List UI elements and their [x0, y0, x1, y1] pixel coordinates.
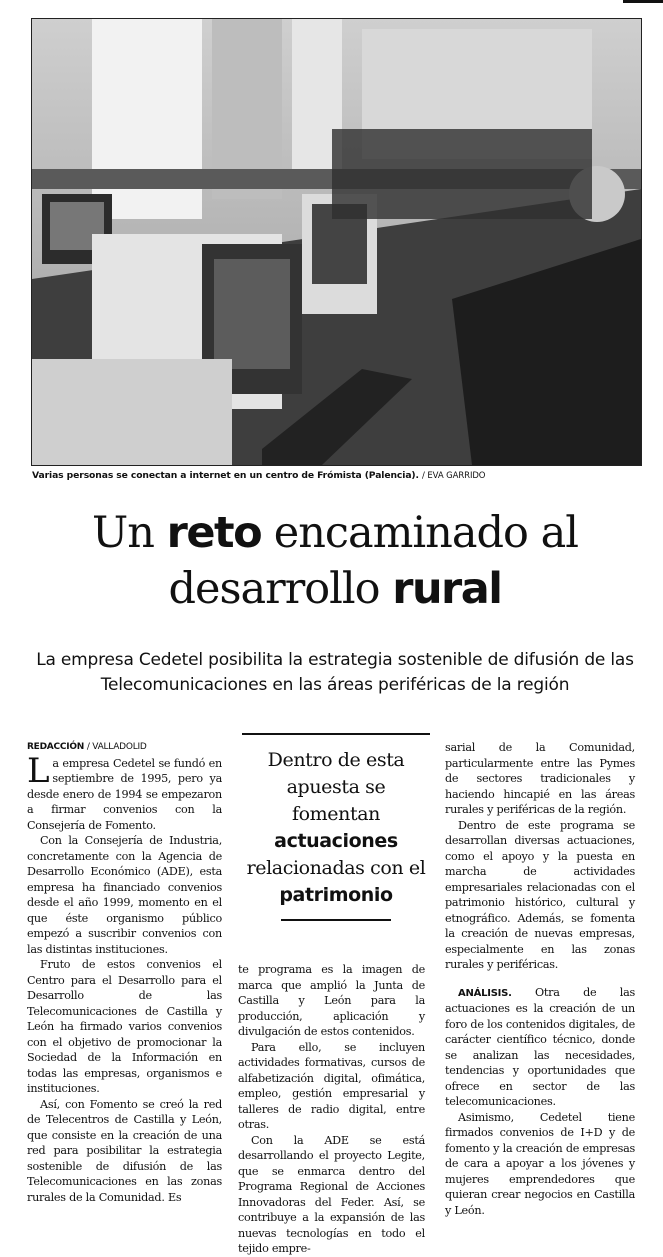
photo-caption	[32, 470, 642, 481]
subheadline: La empresa Cedetel posibilita la estrategia sostenible de difusión de las Telecomunicaciones en las áreas periféricas de la región	[36, 650, 634, 695]
paragraph	[27, 750, 222, 834]
article-column-2	[238, 962, 425, 1257]
paragraph: Con la Consejería de Industria, concretamente con la Agencia de Desarrollo Económico (ADE), esta empresa ha financiado convenios desde el año 1999, momento en el que éste organismo público empezó a suscribir convenios con las distintas instituciones.	[27, 834, 222, 956]
section-label: ANÁLISIS.	[458, 987, 512, 999]
pull-quote-text-2: relacionadas con el	[246, 857, 426, 879]
paragraph: Asimismo, Cedetel tiene firmados convenios de I+D y de fomento y la creación de empresas de cara a apoyar a los jóvenes y mujeres emprendedores que quieran crear negocios en Castilla y León.	[445, 1110, 635, 1217]
photo-credit: / EVA GARRIDO	[422, 471, 486, 481]
article-column-3	[445, 740, 635, 1218]
paragraph: Con la ADE se está desarrollando el proyecto Legite, que se enmarca dentro del Programa Regional de Acciones Innovadoras del Feder. Así, se contribuye a la expansión de las nuevas tecnologías en todo el tejido empre-	[238, 1133, 425, 1255]
news-photo	[31, 18, 642, 466]
paragraph: Para ello, se incluyen actividades formativas, cursos de alfabetización digital, ofimática, empleo, gestión empresarial y talleres de radio digital, entre otras.	[238, 1040, 425, 1131]
headline	[20, 505, 650, 617]
paragraph: sarial de la Comunidad, particularmente entre las Pymes de sectores tradicionales y haciendo hincapié en las áreas rurales y periféricas de la región.	[445, 741, 635, 816]
paragraph: te programa es la imagen de marca que amplió la Junta de Castilla y León para la producción, aplicación y divulgación de estos contenidos.	[238, 963, 425, 1038]
pull-quote-bold-2: patrimonio	[279, 884, 393, 906]
byline-author: REDACCIÓN	[27, 742, 85, 752]
paragraph-text: Otra de las actuaciones es la creación de un foro de los contenidos digitales, de carácter científico técnico, donde se analizan las necesidades, tendencias y oportunidades que ofrece en sector de las telecomunicaciones.	[445, 985, 635, 1108]
paragraph: Así, con Fomento se creó la red de Telecentros de Castilla y León, que consiste en la creación de una red para posibilitar la estrategia sostenible de difusión de las Telecomunicaciones en las zonas rurales de la Comunidad. Es	[27, 1097, 222, 1204]
article-column-1	[27, 740, 222, 1205]
top-rule	[623, 0, 663, 3]
computer-room-illustration	[32, 19, 641, 465]
paragraph-text: a empresa Cedetel se fundó en septiembre de 1995, pero ya desde enero de 1994 se empezaron a firmar convenios con la Consejería de Fomento.	[27, 756, 222, 832]
headline-part-1: Un	[92, 508, 167, 558]
pull-quote-rule	[281, 919, 391, 921]
headline-bold-1: reto	[166, 508, 262, 558]
byline-place: / VALLADOLID	[86, 742, 147, 752]
pull-quote-bold-1: actuaciones	[274, 830, 398, 852]
paragraph	[445, 985, 635, 1110]
headline-bold-2: rural	[392, 564, 502, 614]
drop-cap: L	[27, 750, 50, 791]
pull-quote	[242, 733, 430, 921]
paragraph: Dentro de este programa se desarrollan diversas actuaciones, como el apoyo y la puesta en marcha de actividades empresariales relacionadas con el patrimonio histórico, cultural y etnográfico. Además, se fomenta la creación de nuevas empresas, especialmente en las zonas rurales y periféricas.	[445, 818, 635, 971]
pull-quote-text-1: Dentro de esta apuesta se fomentan	[267, 749, 405, 825]
paragraph: Fruto de estos convenios el Centro para el Desarrollo para el Desarrollo de las Telecomunicaciones de Castilla y León ha firmado varios convenios con el objetivo de promocionar la Sociedad de la Información en todas las empresas, organismos e instituciones.	[27, 958, 222, 1095]
caption-text: Varias personas se conectan a internet en un centro de Frómista (Palencia).	[32, 470, 419, 481]
byline	[27, 740, 222, 756]
headline-part-2: encaminado al desarrollo	[168, 508, 578, 614]
